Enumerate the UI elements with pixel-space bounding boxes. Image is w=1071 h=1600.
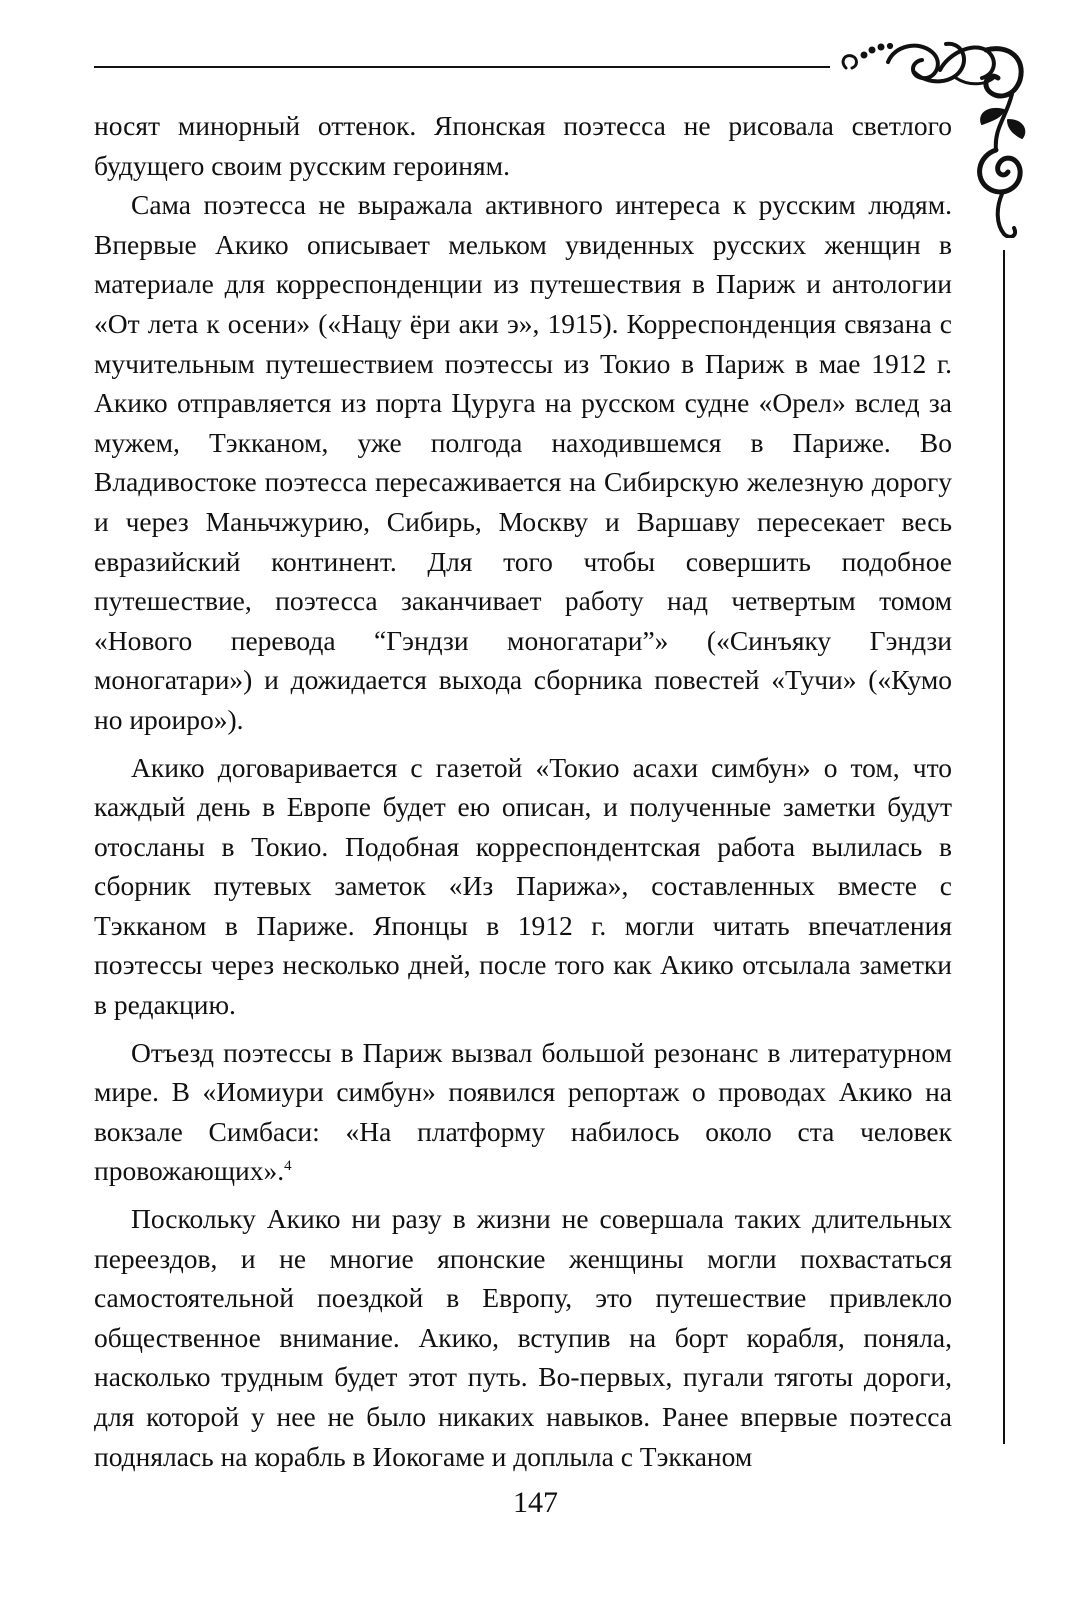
paragraph-3: Акико договаривается с газетой «Токио асахи симбун» о том, что каждый день в Европе будет ею описан, и полученные заметки будут отосланы в Токио. Подобная корреспондентская работа вылилась в сборник путевых заметок «Из Парижа», составленных вместе с Тэкканом в Париже. Японцы в 1912 г. могли читать впечатления поэтессы через несколько дней, после того как Акико отсылала заметки в редакцию.	[94, 751, 952, 1021]
paragraph-4-text: Отъезд поэтессы в Париж вызвал большой резонанс в литературном мире. В «Иомиури симбун» появился репортаж о проводах Акико на вокзале Симбаси: «На платформу набилось около ста человек провожающих».	[94, 1036, 952, 1187]
paragraph-1: носят минорный оттенок. Японская поэтесса не рисовала светлого будущего своим русским героиням.	[94, 110, 952, 181]
body-text	[94, 106, 952, 1476]
paragraph-2: Сама поэтесса не выражала активного интереса к русским людям. Впервые Акико описывает мельком увиденных русских женщин в материале для корреспонденции из путешествия в Париж и антологии «От лета к осени» («Нацу ёри аки э», 1915). Корреспонденция связана с мучительным путешествием поэтессы из Токио в Париж в мае 1912 г. Акико отправляется из порта Цуруга на русском судне «Орел» вслед за мужем, Тэкканом, уже полгода находившемся в Париже. Во Владивостоке поэтесса пересаживается на Сибирскую железную дорогу и через Маньчжурию, Сибирь, Москву и Варшаву пересекает весь евразийский континент. Для того чтобы совершить подобное путешествие, поэтесса заканчивает работу над четвертым томом «Нового перевода “Гэндзи моногатари”» («Синъяку Гэндзи моногатари») и дожидается выхода сборника повестей «Тучи» («Кумо но ироиро»).	[94, 189, 952, 735]
margin-rule	[1003, 250, 1005, 1444]
page-number: 147	[513, 1486, 558, 1519]
paragraph-5: Поскольку Акико ни разу в жизни не совершала таких длительных переездов, и не многие японские женщины могли похвастаться самостоятельной поездкой в Европу, это путешествие привлекло общественное внимание. Акико, вступив на борт корабля, поняла, насколько трудным будет этот путь. Во-первых, пугали тяготы дороги, для которой у нее не было никаких навыков. Ранее впервые поэтесса поднялась на корабль в Иокогаме и доплыла с Тэкканом	[94, 1203, 952, 1472]
header-rule	[94, 66, 830, 68]
footnote-reference[interactable]: 4	[284, 1158, 292, 1175]
paragraph-4	[94, 1033, 952, 1191]
